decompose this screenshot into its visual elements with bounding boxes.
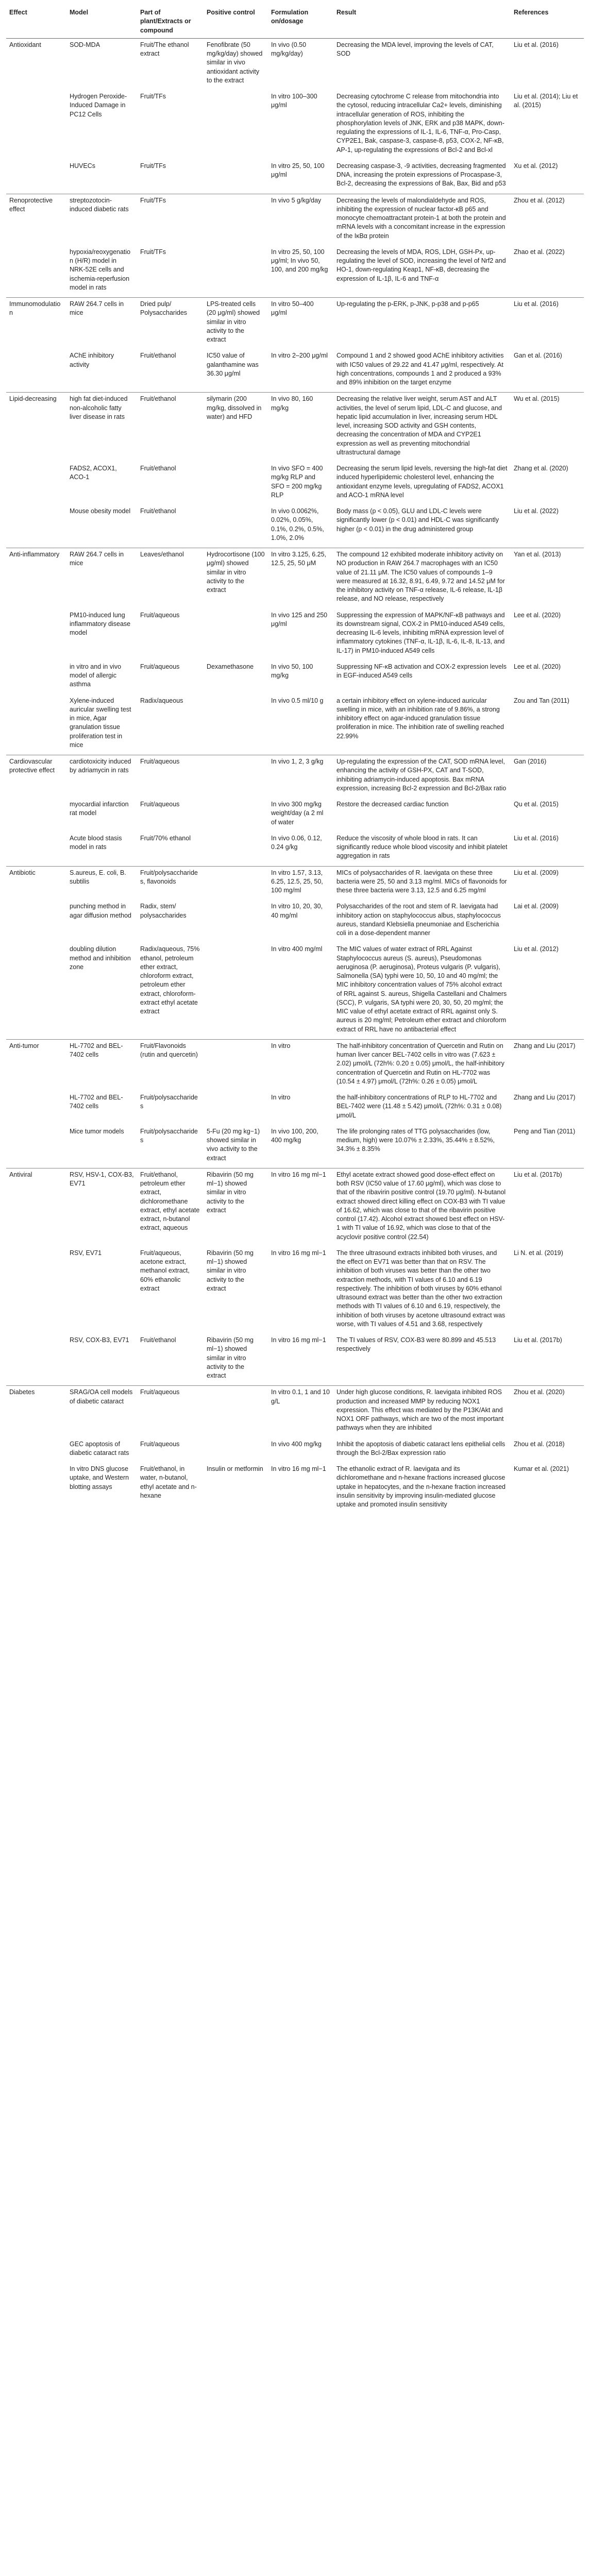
- cell-result: The MIC values of water extract of RRL Against Staphylococcus aureus (S. aureus), Pseudomonas aeruginosa (P. aeruginosa), Proteus vulgaris (P. vulgaris), Salmonella (SA) typhi were 10, 50, 10 and 40 mg/ml; the MIC inhibitory concentration values of 75% alcohol extract of RRL against S. aureus, Shigella Castellani and Chalmers (SCC), P. vulgaris, SA typhi were 20, 30, 50, 20 mg/ml; the MIC value of ethyl acetate extract of RRL against only S. aureus is 20 mg/ml; Petroleum ether extract and chloroform extract of RRL have no antibacterial effect: [336, 945, 507, 1033]
- cell-references: Liu et al. (2022): [514, 507, 559, 515]
- table-row: [6, 832, 584, 866]
- cell-formulation: In vivo 5 g/kg/day: [268, 194, 333, 246]
- cell-result: Up-regulating the p-ERK, p-JNK, p-p38 and p-p65: [333, 298, 511, 350]
- cell-references: Gan et al. (2016): [514, 352, 562, 360]
- cell-positive-control: [204, 609, 268, 660]
- cell-result: The TI values of RSV, COX-B3 were 80.899 and 45.513 respectively: [336, 1336, 496, 1353]
- cell-positive-control: [204, 246, 268, 298]
- cell-part: Radix/aqueous: [140, 697, 183, 704]
- cell-model: RAW 264.7 cells in mice: [66, 298, 137, 350]
- cell-positive-control: [204, 798, 268, 832]
- cell-references: Xu et al. (2012): [514, 162, 558, 170]
- cell-references: Liu et al. (2016): [511, 298, 584, 350]
- cell-model: Mouse obesity model: [70, 507, 131, 515]
- cell-references: Zhou et al. (2020): [511, 1386, 584, 1438]
- table-row: [6, 38, 584, 90]
- cell-effect: [6, 349, 66, 393]
- cell-effect: Antibiotic: [6, 866, 66, 900]
- table-row: [6, 798, 584, 832]
- cell-model: SRAG/OA cell models of diabetic cataract: [66, 1386, 137, 1438]
- cell-formulation: In vivo 300 mg/kg weight/day (a 2 ml of water: [271, 801, 324, 826]
- cell-part: Dried pulp/ Polysaccharides: [137, 298, 204, 350]
- cell-formulation: In vitro: [271, 1094, 291, 1101]
- header-positive-control: Positive control: [204, 6, 268, 38]
- cell-result: Inhibit the apoptosis of diabetic cataract lens epithelial cells through the Bcl-2/Bax expression ratio: [336, 1440, 505, 1456]
- cell-formulation: In vivo 1, 2, 3 g/kg: [268, 755, 333, 799]
- cell-references: Wu et al. (2015): [511, 393, 584, 462]
- cell-part: Fruit/TFs: [140, 162, 166, 170]
- cell-part: Radix/aqueous, 75% ethanol, petroleum ether extract, chloroform extract, petroleum ether extract, chloroform-extract ethyl acetate extract: [140, 945, 200, 1015]
- cell-effect: [6, 694, 66, 755]
- cell-references: Gan (2016): [511, 755, 584, 799]
- cell-model: Xylene-induced auricular swelling test in mice, Agar granulation tissue proliferation test in mice: [70, 697, 131, 749]
- cell-references: Yan et al. (2013): [511, 548, 584, 609]
- cell-result: Restore the decreased cardiac function: [336, 801, 449, 808]
- cell-part: Fruit/TFs: [137, 194, 204, 246]
- cell-model: In vitro DNS glucose uptake, and Western blotting assays: [70, 1465, 129, 1490]
- cell-result: Decreasing caspase-3, -9 activities, decreasing fragmented DNA, increasing the protein expressions of Procaspase-3, Bcl-2, decreasing the expressions of Bak, Bax, Bid and p53: [336, 162, 506, 188]
- cell-references: Zhao et al. (2022): [514, 248, 565, 256]
- table-row: [6, 755, 584, 799]
- cell-part: Fruit/70% ethanol: [140, 834, 191, 842]
- cell-positive-control: [204, 160, 268, 194]
- cell-part: Fruit/ethanol: [140, 507, 176, 515]
- cell-references: Liu et al. (2012): [514, 945, 559, 953]
- cell-model: hypoxia/reoxygenation (H/R) model in NRK-52E cells and ischemia-reperfusion model in rats: [70, 248, 131, 291]
- cell-formulation: In vitro 10, 20, 30, 40 mg/ml: [271, 903, 323, 919]
- cell-references: Liu et al. (2017b): [511, 1168, 584, 1247]
- table-row: [6, 246, 584, 298]
- cell-positive-control: [204, 1039, 268, 1091]
- cell-part: Fruit/aqueous: [140, 801, 180, 808]
- cell-model: FADS2, ACOX1, ACO-1: [70, 465, 117, 481]
- cell-effect: [6, 1438, 66, 1463]
- cell-result: The half-inhibitory concentration of Quercetin and Rutin on human liver cancer BEL-7402 cells in vitro was (7.623 ± 2.02) μmol/L (72h%: 0.20 ± 0.05) μmol/L, the half-inhibitory concentration of Quercetin and Rutin on HL-7702 was (10.54 ± 4.97) μmol/L (72h%: 0.26 ± 0.05) μmol/L: [333, 1039, 511, 1091]
- cell-part: Fruit/polysaccharides, flavonoids: [137, 866, 204, 900]
- cell-positive-control: IC50 value of galanthamine was 36.30 μg/ml: [207, 352, 259, 377]
- cell-effect: Immunomodulation: [6, 298, 66, 350]
- cell-part: Fruit/TFs: [140, 93, 166, 100]
- cell-positive-control: [204, 194, 268, 246]
- cell-formulation: In vitro 400 mg/ml: [271, 945, 323, 953]
- cell-positive-control: [204, 462, 268, 505]
- cell-result: Under high glucose conditions, R. laevigata inhibited ROS production and increased MMP by reducing NOX1 expression. This effect was mediated by the P13K/Akt and NOX1 ORF pathways, which are two of the most important pathways when they are inhibited: [333, 1386, 511, 1438]
- table-row: [6, 349, 584, 393]
- cell-model: Acute blood stasis model in rats: [70, 834, 122, 851]
- table-row: [6, 1039, 584, 1091]
- table-header: [6, 6, 584, 38]
- cell-positive-control: [204, 694, 268, 755]
- cell-formulation: In vitro 16 mg ml−1: [268, 1168, 333, 1247]
- cell-formulation: In vivo (0.50 mg/kg/day): [271, 41, 307, 57]
- cell-part: Fruit/aqueous: [137, 755, 204, 799]
- cell-formulation: In vitro 1.57, 3.13, 6.25, 12.5, 25, 50, 100 mg/ml: [268, 866, 333, 900]
- table-row: [6, 90, 584, 160]
- cell-result: Compound 1 and 2 showed good AChE inhibitory activities with IC50 values of 29.22 and 41.47 μg/ml, respectively. At high concentrations, compounds 1 and 2 produced a 93% and 89% inhibition on the target enzyme: [336, 352, 504, 386]
- cell-result: The compound 12 exhibited moderate inhibitory activity on NO production in RAW 264.7 macrophages with an IC50 value of 21.11 μM. The IC50 values of compounds 1–9 were measured at 16.32, 8.91, 6.49, 9.72 and 14.52 μM for the inhibitory activity on TNF-α release, IL-6 release, IL-1β release, and NO release, respectively: [333, 548, 511, 609]
- cell-effect: Renoprotective effect: [6, 194, 66, 246]
- cell-model: doubling dilution method and inhibition zone: [70, 945, 131, 971]
- cell-effect: Antioxidant: [9, 41, 41, 48]
- table-row: [6, 1334, 584, 1386]
- cell-result: Suppressing NF-κB activation and COX-2 expression levels in EGF-induced A549 cells: [336, 663, 507, 679]
- cell-references: Kumar et al. (2021): [514, 1465, 569, 1472]
- cell-model: S.aureus, E. coli, B. subtilis: [66, 866, 137, 900]
- cell-positive-control: [204, 832, 268, 866]
- cell-result: Decreasing the serum lipid levels, reversing the high-fat diet induced hyperlipidemic cholesterol level, enhancing the antioxidant enzyme levels, upregulating of FADS2, ACOX1 and ACO-1 mRNA level: [336, 465, 508, 499]
- cell-model: AChE inhibitory activity: [70, 352, 114, 368]
- cell-model: myocardial infarction rat model: [70, 801, 129, 817]
- cell-result: Decreasing cytochrome C release from mitochondria into the cytosol, reducing intracellular Ca2+ levels, diminishing intracellular generation of ROS, inhibiting the phosphorylation levels of JNK, ERK and p38 MAPK, down-regulating the expressions of IL-1, IL-6, TNF-α, Pro-Casp, CYP2E1, Bak, caspase-3, caspase-8, p53, COX-2, NF-κB, AP-1, up-regulating the expressions of Bcl-2 and Bcl-xl: [336, 93, 504, 154]
- cell-effect: [6, 609, 66, 660]
- cell-references: Zhang and Liu (2017): [514, 1094, 576, 1101]
- cell-result: Ethyl acetate extract showed good dose-effect effect on both RSV (IC50 value of 17.60 μg/ml), which was close to that of the ribavirin positive control (19.70 μg/ml). N-butanol extract showed direct killing effect on COX-B3 with TI value of 16.62, which was close to that of the ribavirin positive control (17.42). Alcohol extract showed best effect on HSV-1 with TI value of 16.92, which was close to that of the acyclovir positive control (22.54): [333, 1168, 511, 1247]
- cell-references: Lee et al. (2020): [514, 663, 561, 670]
- table-row: [6, 660, 584, 694]
- cell-effect: [6, 160, 66, 194]
- cell-references: Li N. et al. (2019): [514, 1249, 563, 1257]
- cell-result: a certain inhibitory effect on xylene-induced auricular swelling in mice, with an inhibition rate of 9.86%, a strong inhibitory effect on agar-induced granulation tissue proliferation in mice. The inhibition rate of swelling reached 22.99%: [336, 697, 504, 740]
- cell-part: Fruit/aqueous: [140, 1440, 180, 1448]
- table-row: [6, 943, 584, 1039]
- cell-result: Decreasing the levels of malondialdehyde and ROS, inhibiting the expression of nuclear factor-κB p65 and monocyte chemoattractant protein-1 at both the protein and mRNA levels with a concomitant increase in the expression of the IκBα protein: [333, 194, 511, 246]
- cell-formulation: In vivo 50, 100 mg/kg: [271, 663, 313, 679]
- table-row: [6, 1091, 584, 1125]
- cell-result: Up-regulating the expression of the CAT, SOD mRNA level, enhancing the activity of GSH-PX, CAT and T-SOD, inhibiting adriamycin-induced apoptosis. Bax mRNA expression, increasing Bcl-2 expression and Bcl-2/Bax ratio: [333, 755, 511, 799]
- table-row: [6, 609, 584, 660]
- table-row: [6, 1168, 584, 1247]
- cell-positive-control: [204, 866, 268, 900]
- table-row: [6, 1247, 584, 1334]
- cell-part: Fruit/ethanol: [137, 393, 204, 462]
- cell-formulation: In vivo 400 mg/kg: [271, 1440, 322, 1448]
- cell-positive-control: Ribavirin (50 mg ml−1) showed similar in vitro activity to the extract: [207, 1249, 254, 1292]
- cell-model: high fat diet-induced non-alcoholic fatty liver disease in rats: [66, 393, 137, 462]
- cell-formulation: In vivo 0.0062%, 0.02%, 0.05%, 0.1%, 0.2%, 0.5%, 1.0%, 2.0%: [271, 507, 324, 541]
- cell-positive-control: Ribavirin (50 mg ml−1) showed similar in vitro activity to the extract: [207, 1336, 254, 1379]
- table-row: [6, 462, 584, 505]
- cell-formulation: In vitro 50–400 μg/ml: [268, 298, 333, 350]
- cell-model: RSV, COX-B3, EV71: [70, 1336, 129, 1344]
- header-row: [6, 6, 584, 38]
- table-row: [6, 1438, 584, 1463]
- cell-positive-control: [204, 900, 268, 943]
- cell-positive-control: [204, 943, 268, 1039]
- cell-model: RAW 264.7 cells in mice: [66, 548, 137, 609]
- table-row: [6, 194, 584, 246]
- cell-effect: [6, 1463, 66, 1514]
- cell-result: the half-inhibitory concentrations of RLP to HL-7702 and BEL-7402 were (11.48 ± 5.42) μmol/L (72h%: 0.31 ± 0.08) μmol/L: [336, 1094, 502, 1119]
- table-row: [6, 160, 584, 194]
- cell-effect: [6, 900, 66, 943]
- cell-references: Zhou et al. (2012): [511, 194, 584, 246]
- cell-model: PM10-induced lung inflammatory disease model: [70, 611, 131, 636]
- cell-part: Fruit/TFs: [140, 248, 166, 256]
- cell-formulation: In vitro 16 mg ml−1: [271, 1249, 326, 1257]
- cell-model: GEC apoptosis of diabetic cataract rats: [70, 1440, 129, 1456]
- cell-model: RSV, EV71: [70, 1249, 102, 1257]
- cell-references: Peng and Tian (2011): [514, 1127, 576, 1135]
- cell-result: Reduce the viscosity of whole blood in rats. It can significantly reduce whole blood viscosity and inhibit platelet aggregation in rats: [336, 834, 508, 860]
- cell-references: Liu et al. (2016): [514, 41, 559, 48]
- table-row: [6, 1125, 584, 1168]
- header-formulation: Formulation on/dosage: [268, 6, 333, 38]
- cell-effect: [6, 246, 66, 298]
- cell-formulation: In vitro 16 mg ml−1: [271, 1336, 326, 1344]
- table-row: [6, 1386, 584, 1438]
- table-row: [6, 694, 584, 755]
- cell-part: Fruit/ethanol, petroleum ether extract, dichloromethane extract, ethyl acetate extract, n-butanol extract, aqueous: [137, 1168, 204, 1247]
- cell-references: Liu et al. (2014); Liu et al. (2015): [514, 93, 578, 109]
- cell-references: Zhou et al. (2018): [514, 1440, 565, 1448]
- cell-result: The ethanolic extract of R. laevigata and its dichloromethane and n-hexane fractions increased glucose uptake in hepatocytes, and the n-hexane fraction increased insulin sensitivity by improving insulin-mediated glucose uptake and promoted insulin sensitivity: [336, 1465, 505, 1508]
- cell-model: Hydrogen Peroxide-Induced Damage in PC12 Cells: [70, 93, 127, 118]
- cell-positive-control: Dexamethasone: [207, 663, 254, 670]
- table-row: [6, 1463, 584, 1514]
- cell-references: Zhang et al. (2020): [514, 465, 568, 472]
- cell-formulation: In vivo 125 and 250 μg/ml: [271, 611, 328, 628]
- cell-effect: Lipid-decreasing: [6, 393, 66, 462]
- cell-result: MICs of polysaccharides of R. laevigata on these three bacteria were 25, 50 and 3.13 mg/ml. MICs of flavonoids for these three bacteria were 3.13, 12.5 and 6.25 mg/ml: [333, 866, 511, 900]
- cell-effect: [6, 660, 66, 694]
- cell-result: Decreasing the MDA level, improving the levels of CAT, SOD: [336, 41, 494, 57]
- cell-effect: [6, 90, 66, 160]
- cell-part: Fruit/ethanol: [140, 352, 176, 360]
- cell-part: Radix, stem/ polysaccharides: [140, 903, 187, 919]
- pharmacology-table: [6, 6, 584, 1514]
- cell-model: Mice tumor models: [70, 1127, 124, 1135]
- cell-part: Fruit/ethanol, in water, n-butanol, ethyl acetate and n-hexane: [140, 1465, 197, 1499]
- cell-formulation: In vitro 25, 50, 100 μg/ml: [271, 162, 325, 178]
- cell-positive-control: Hydrocortisone (100 μg/ml) showed similar in vitro activity to the extract: [204, 548, 268, 609]
- cell-effect: Antiviral: [6, 1168, 66, 1247]
- cell-effect: Cardiovascular protective effect: [6, 755, 66, 799]
- cell-references: Lee et al. (2020): [514, 611, 561, 619]
- cell-effect: [6, 832, 66, 866]
- cell-effect: Diabetes: [6, 1386, 66, 1438]
- cell-part: Fruit/aqueous: [140, 663, 180, 670]
- cell-part: Fruit/ethanol: [140, 465, 176, 472]
- cell-result: Body mass (p < 0.05), GLU and LDL-C levels were significantly lower (p < 0.01) and HDL-C was significantly higher (p < 0.01) in the drug administered group: [336, 507, 499, 533]
- table-row: [6, 298, 584, 350]
- cell-formulation: In vivo 0.5 ml/10 g: [271, 697, 324, 704]
- table-row: [6, 393, 584, 462]
- cell-formulation: In vitro: [268, 1039, 333, 1091]
- cell-positive-control: Ribavirin (50 mg ml−1) showed similar in vitro activity to the extract: [204, 1168, 268, 1247]
- cell-result: Polysaccharides of the root and stem of R. laevigata had inhibitory action on staphylococcus albus, staphylococcus aureus, standard Klebsiella pneumoniae and Escherichia coli in a dose-dependent manner: [336, 903, 501, 937]
- cell-result: Decreasing the relative liver weight, serum AST and ALT activities, the level of serum lipid, LDL-C and glucose, and hepatic lipid accumulation in liver, increasing serum HDL level, increasing SOD activity and GSH contents, decreasing the concentration of MDA and CYP2E1 expression as well as preventing mitochondrial ultrastructural damage: [333, 393, 511, 462]
- cell-part: Fruit/aqueous: [137, 1386, 204, 1438]
- cell-positive-control: Insulin or metformin: [207, 1465, 263, 1472]
- cell-references: Liu et al. (2016): [514, 834, 559, 842]
- header-references: References: [511, 6, 584, 38]
- cell-references: Qu et al. (2015): [514, 801, 559, 808]
- table-body: [6, 38, 584, 1514]
- cell-effect: [6, 1091, 66, 1125]
- cell-effect: [6, 505, 66, 548]
- cell-model: cardiotoxicity induced by adriamycin in rats: [66, 755, 137, 799]
- cell-references: Liu et al. (2017b): [514, 1336, 562, 1344]
- cell-formulation: In vivo 0.06, 0.12, 0.24 g/kg: [271, 834, 322, 851]
- cell-formulation: In vivo 80, 160 mg/kg: [268, 393, 333, 462]
- cell-positive-control: silymarin (200 mg/kg, dissolved in water) and HFD: [204, 393, 268, 462]
- cell-formulation: In vivo SFO = 400 mg/kg RLP and SFO = 200 mg/kg RLP: [271, 465, 323, 499]
- cell-model: punching method in agar diffusion method: [70, 903, 131, 919]
- cell-effect: Anti-tumor: [6, 1039, 66, 1091]
- cell-positive-control: LPS-treated cells (20 μg/ml) showed similar in vitro activity to the extract: [204, 298, 268, 350]
- cell-effect: [6, 1247, 66, 1334]
- cell-effect: [6, 462, 66, 505]
- cell-effect: Anti-inflammatory: [6, 548, 66, 609]
- cell-formulation: In vitro 25, 50, 100 μg/ml; In vivo 50, 100, and 200 mg/kg: [271, 248, 328, 274]
- cell-positive-control: Fenofibrate (50 mg/kg/day) showed similar in vivo antioxidant activity to the extract: [207, 41, 263, 84]
- cell-part: Fruit/polysaccharides: [140, 1094, 198, 1110]
- cell-model: HUVECs: [70, 162, 96, 170]
- cell-formulation: In vitro 3.125, 6.25, 12.5, 25, 50 μM: [268, 548, 333, 609]
- cell-model: RSV, HSV-1, COX-B3, EV71: [66, 1168, 137, 1247]
- cell-part: Fruit/ethanol: [140, 1336, 176, 1344]
- cell-part: Fruit/Flavonoids (rutin and quercetin): [137, 1039, 204, 1091]
- cell-references: Zhang and Liu (2017): [511, 1039, 584, 1091]
- cell-model: HL-7702 and BEL-7402 cells: [70, 1094, 123, 1110]
- cell-formulation: In vitro 100–300 μg/ml: [271, 93, 317, 109]
- cell-result: Decreasing the levels of MDA, ROS, LDH, GSH-Px, up-regulating the level of SOD, increasing the level of Nrf2 and HO-1, down-regulating Keap1, NF-κB, decreasing the expression of IL-1β, IL-6 and TNF-α: [336, 248, 506, 282]
- table-row: [6, 505, 584, 548]
- cell-positive-control: [204, 505, 268, 548]
- cell-references: Zou and Tan (2011): [514, 697, 569, 704]
- cell-effect: [6, 1125, 66, 1168]
- cell-model: SOD-MDA: [70, 41, 100, 48]
- cell-positive-control: [204, 1438, 268, 1463]
- cell-formulation: In vivo 100, 200, 400 mg/kg: [271, 1127, 318, 1144]
- cell-effect: [6, 943, 66, 1039]
- cell-positive-control: [204, 1091, 268, 1125]
- cell-effect: [6, 1334, 66, 1386]
- header-part: Part of plant/Extracts or compound: [137, 6, 204, 38]
- cell-formulation: In vitro 2–200 μg/ml: [271, 352, 328, 360]
- cell-part: Fruit/polysaccharides: [140, 1127, 198, 1144]
- cell-formulation: In vitro 0.1, 1 and 10 g/L: [268, 1386, 333, 1438]
- header-model: Model: [66, 6, 137, 38]
- cell-positive-control: [204, 1386, 268, 1438]
- header-result: Result: [333, 6, 511, 38]
- cell-part: Fruit/aqueous, acetone extract, methanol extract, 60% ethanolic extract: [140, 1249, 190, 1292]
- cell-result: The life prolonging rates of TTG polysaccharides (low, medium, high) were 10.07% ± 2.33%, 35.44% ± 8.52%, 34.3% ± 8.35%: [336, 1127, 495, 1153]
- table-row: [6, 866, 584, 900]
- cell-model: streptozotocin-induced diabetic rats: [66, 194, 137, 246]
- cell-references: Lai et al. (2009): [514, 903, 559, 910]
- cell-references: Liu et al. (2009): [511, 866, 584, 900]
- cell-result: Suppressing the expression of MAPK/NF-κB pathways and its downstream signal, COX-2 in PM10-induced A549 cells, decreasing IL-6 levels, inhibiting mRNA expression level of inflammatory cytokines (TNF-α, IL-1β, IL-6, IL-8, IL-13, and IL-17) in PM10-induced A549 cells: [336, 611, 505, 654]
- cell-result: The three ultrasound extracts inhibited both viruses, and the effect on EV71 was better than that on RSV. The inhibition of both viruses was better than the other two extraction methods, with TI values of 6.10 and 6.19 respectively. The inhibition of both viruses by 60% ethanol ultrasound extract was better than the other two extraction methods with TI values of 6.10 and 6.19, respectively, the inhibition of both viruses by acetone ultrasound extract was worse, with TI values of 4.51 and 3.68, respectively: [336, 1249, 505, 1328]
- cell-effect: [6, 798, 66, 832]
- table-row: [6, 548, 584, 609]
- data-table-container: [6, 6, 584, 1514]
- cell-part: Leaves/ethanol: [137, 548, 204, 609]
- cell-part: Fruit/The ethanol extract: [140, 41, 189, 57]
- header-effect: Effect: [6, 6, 66, 38]
- cell-positive-control: [204, 90, 268, 160]
- cell-positive-control: 5-Fu (20 mg kg−1) showed similar in vivo activity to the extract: [207, 1127, 260, 1162]
- cell-positive-control: [204, 755, 268, 799]
- cell-model: HL-7702 and BEL-7402 cells: [66, 1039, 137, 1091]
- table-row: [6, 900, 584, 943]
- cell-formulation: In vitro 16 mg ml−1: [271, 1465, 326, 1472]
- cell-model: in vitro and in vivo model of allergic asthma: [70, 663, 122, 688]
- cell-part: Fruit/aqueous: [140, 611, 180, 619]
